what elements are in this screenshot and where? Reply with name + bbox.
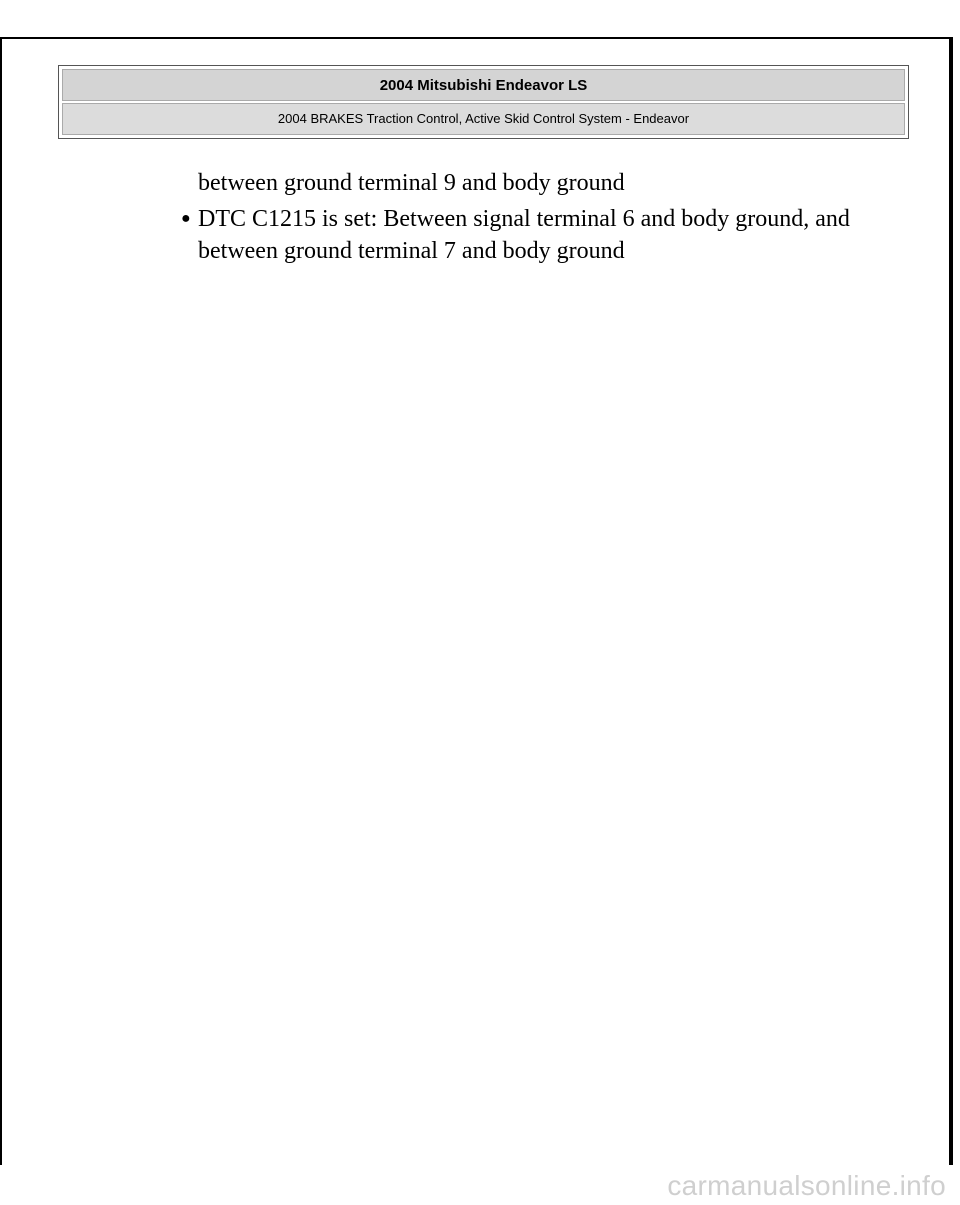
- header-subtitle: 2004 BRAKES Traction Control, Active Skid Control System - Endeavor: [62, 103, 905, 135]
- document-header: [58, 65, 909, 139]
- list-item-text: DTC C1215 is set: Between signal terminal 6 and body ground, and between ground terminal 7 and body ground: [198, 206, 850, 264]
- header-title: 2004 Mitsubishi Endeavor LS: [62, 69, 905, 101]
- continued-paragraph: between ground terminal 9 and body ground: [198, 170, 625, 196]
- bullet-icon: ●: [181, 210, 191, 227]
- watermark: carmanualsonline.info: [667, 1170, 946, 1201]
